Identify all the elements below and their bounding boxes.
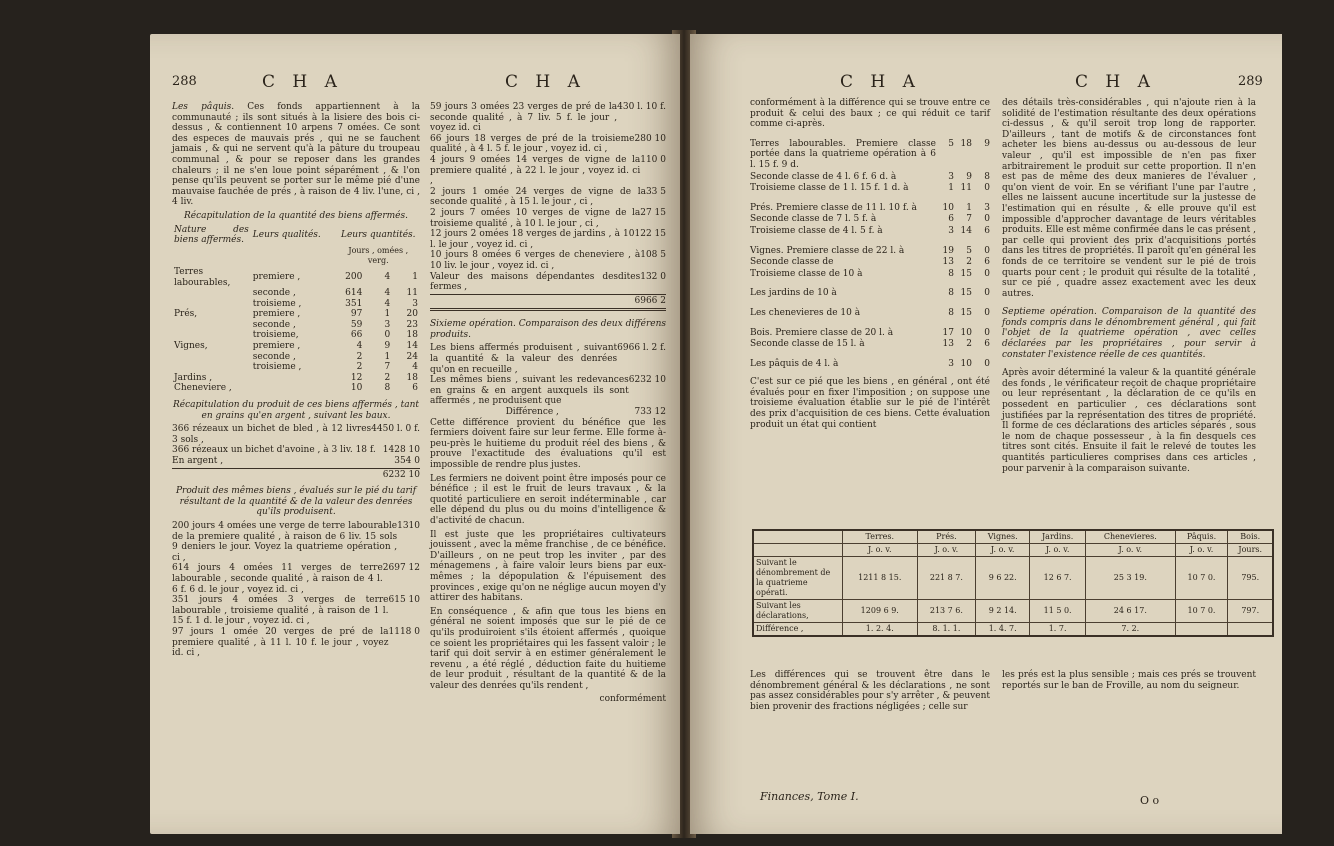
recap-row [172,362,420,373]
recap-cell-nature [172,320,251,331]
estimate-row-9: 2 jours 7 omées 10 verges de vigne de la troisieme qualité , à 10 l. le jour , ci , 27 15 [430,207,666,229]
recap-row [172,267,420,288]
recap-cell-nature: Jardins , [174,372,213,383]
footer-signature: Finances, Tome I. [760,790,859,803]
table-cell: 10 7 0. [1175,557,1228,600]
table-cell: 25 3 19. [1086,557,1175,600]
tarif-value: 9 [984,138,990,149]
recap-cell-o: 7 [384,362,391,373]
recap-cell-j: 66 [350,330,363,341]
op6-row-2: Les mêmes biens , suivant les redevances en grains & en argent auxquels ils sont affermés , ne produisent que 6232 10 [430,375,666,407]
recap-cell-o: 1 [384,351,391,362]
recap-row [172,299,420,310]
tarif-row: Seconde classe de 4 l. 6 f. 6 d. à 3 9 8 [750,171,990,182]
recap-cell-v: 23 [406,319,418,330]
tarif-value: 13 [942,257,954,268]
tarif-row: Les pâquis de 4 l. à 3 10 0 [750,358,990,369]
running-head-right-2: C H A [1075,72,1156,92]
tarif-value: 2 [966,257,972,268]
produit-title: Produit des mêmes biens , évalués sur le pié du tarif résultant de la quantité & de la valeur des denrées qu'ils produisent. [175,486,417,518]
running-head-left-2: C H A [505,72,586,92]
recap-cell-o: 3 [384,319,391,330]
tarif-value: 3 [948,225,954,236]
tarif-row: Terres labourables. Premiere classe portée dans la quatrieme opération à 6 l. 15 f. 9 d. 5 18 9 [750,138,990,170]
estimate-row-7: 4 jours 9 omées 14 verges de vigne de la premiere qualité , à 22 l. le jour , voyez id. ci , 110 0 [430,154,666,187]
table-cell [1175,623,1228,637]
table-unit: Jours. [1228,544,1273,557]
right-page [690,34,1282,834]
recap-cell-v: 18 [406,330,418,341]
recap-cell-qual: seconde , [252,319,296,330]
grain-row-3: En argent , 354 0 [172,456,420,466]
recap-row [172,341,420,352]
recap-cell-j: 59 [350,319,363,330]
recap-cell-nature: Prés, [174,309,198,320]
tarif-value: 10 [960,327,972,338]
table-header: Terres. [843,530,918,544]
recap-cell-o: 4 [384,272,391,283]
recap-cell-o: 9 [384,341,391,352]
recap-cell-o: 4 [384,288,391,299]
grain-row-1: 366 rézeaux un bichet de bled , à 12 livres 3 sols , 4450 l. 0 f. [172,424,420,445]
right-column-2 [1002,98,1256,477]
footer-sheet-mark: O o [1140,794,1160,807]
recap2-title: Récapitulation du produit de ces biens affermés , tant en grains qu'en argent , suivant les baux. [172,400,420,421]
recap-cell-j: 2 [356,362,363,373]
recap-cell-j: 4 [356,341,363,352]
op6-row-1: Les biens affermés produisent , suivant la quantité & la valeur des denrées qu'on en recueille , 6966 l. 2 f. [430,343,666,375]
tarif-list [750,139,990,370]
table-cell: 1. 2. 4. [843,623,918,637]
tarif-value: 0 [984,307,990,318]
tarif-value: 8 [948,268,954,279]
tarif-value: 13 [942,339,954,350]
running-head-left-1: C H A [262,72,343,92]
recap-cell-j: 200 [345,272,363,283]
right-paragraph-1: des détails très-considérables , qui n'ajoute rien à la solidité de l'estimation résultante des deux opérations ci-dessus , & qu'il seroit trop long de rapporter. D'ailleurs , tant de motifs & de circonstances font acheter les biens au-dessus ou au-dessous de leur valeur , qu'il est impossible de n'en pas fixer arbitrairement le produit sur cette proportion. Il n'en est pas de même des deux manieres de l'évaluer , qu'on vient de voir. En se vérifiant l'une par l'autre , elles ne laissent aucune incertitude sur la justesse de l'estimation qui en résulte , & elle prouve qu'il est impossible d'approcher davantage de leurs véritables produits. Elle est même confirmée dans le cas présent , par celle qui provient des prix d'acquisitions portés dans les titres de propriétés. Il paroît qu'en général les fonds de ce territoire se vendent sur le pié de trois quarts pour cent ; le produit qui résulte de la totalité , sur ce pié , quadre assez exactement avec les deux autres. [1002,98,1256,299]
table-row [753,623,1273,637]
tarif-row: Les jardins de 10 à 8 15 0 [750,288,990,299]
paquis-paragraph [172,102,420,208]
tarif-value: 11 [960,183,972,194]
recap-cell-qual: seconde , [252,288,296,299]
table-header: Jardins. [1030,530,1086,544]
recap-cell-j: 12 [350,372,363,383]
tarif-value: 6 [984,257,990,268]
tarif-value: 8 [948,307,954,318]
table-header: Prés. [917,530,976,544]
tarif-value: 8 [948,288,954,299]
recap-cell-qual: troisieme , [252,362,302,373]
table-unit: J. o. v. [843,544,918,557]
tarif-value: 7 [966,214,972,225]
table-row-label: Différence , [753,623,843,637]
tarif-value: 5 [966,245,972,256]
recap-cell-nature [172,288,251,299]
th-units: Jours , omées , verg. [348,245,409,266]
recap-cell-qual: troisieme , [252,298,302,309]
table-cell: 9 2 14. [976,600,1030,623]
table-cell [1228,623,1273,637]
tarif-value: 6 [984,225,990,236]
recap-cell-qual: seconde , [252,351,296,362]
recap-cell-v: 6 [412,383,418,394]
recap-cell-o: 1 [384,309,391,320]
table-cell: 1. 7. [1030,623,1086,637]
tarif-row: Prés. Premiere classe de 11 l. 10 f. à 10 1 3 [750,202,990,213]
estimate-row-6: 66 jours 18 verges de pré de la troisieme qualité , à 4 l. 5 f. le jour , voyez id. ci , 280 10 [430,133,666,155]
tarif-value: 8 [984,171,990,182]
tarif-value: 18 [960,138,972,149]
left-column-1 [172,102,420,659]
estimate-row-1: 200 jours 4 omées une verge de terre labourable de la premiere qualité , à raison de 6 liv. 15 sols 9 deniers le jour. Voyez la quatrieme opération , ci , 1310 [172,520,420,563]
tarif-value: 0 [984,245,990,256]
running-head-right-1: C H A [840,72,921,92]
grain-total: 6232 10 [382,469,420,480]
tarif-value: 10 [960,358,972,369]
recap-cell-v: 14 [406,341,418,352]
estimate-row-12: Valeur des maisons dépendantes desdites fermes , 132 0 [430,271,666,293]
table-header: Vignes. [976,530,1030,544]
tarif-row: Troisieme classe de 4 l. 5 f. à 3 14 6 [750,225,990,236]
tarif-value: 0 [984,288,990,299]
tarif-value: 3 [948,171,954,182]
table-header: Pâquis. [1175,530,1228,544]
recap-cell-v: 1 [412,272,418,283]
recap-row [172,320,420,331]
tarif-value: 5 [948,138,954,149]
recap-title: Récapitulation de la quantité des biens affermés. [184,210,408,221]
recap-cell-nature: Vignes, [174,341,208,352]
tarif-value: 0 [984,183,990,194]
recap-cell-o: 2 [384,372,391,383]
bottom-left-text: Les différences qui se trouvent être dans le dénombrement général & les déclarations , ne sont pas assez considérables pour s'y arrêter , & peuvent bien provenir des fractions négligées ; celle sur [750,670,990,712]
table-row-label: Suivant les déclarations, [753,600,843,623]
op7-title: Septieme opération. Comparaison de la quantité des fonds compris dans le dénombrement général , qui fait l'objet de la quatrieme opération , avec celles déclarées par les propriétaires , pour servir à constater l'existence réelle de ces quantités. [1002,307,1256,360]
grain-row-2: 366 rézeaux un bichet d'avoine , à 3 liv. 18 f. 1428 10 [172,445,420,456]
recap-cell-v: 24 [406,351,418,362]
table-cell: 797. [1228,600,1273,623]
page-number-left: 288 [172,74,197,89]
page-number-right: 289 [1238,74,1263,89]
tarif-value: 0 [984,327,990,338]
recap-cell-j: 10 [350,383,363,394]
table-cell: 7. 2. [1086,623,1175,637]
table-cell: 10 7 0. [1175,600,1228,623]
tarif-outro: C'est sur ce pié que les biens , en général , ont été évalués pour en fixer l'imposition ; on suppose une troisieme évaluation établie sur le pié de l'intérêt des prix d'acquisition de ces biens. Cette évaluation produit un état qui contient [750,377,990,430]
tarif-value: 19 [942,245,954,256]
table-row [753,600,1273,623]
tarif-intro: conformément à la différence qui se trouve entre ce produit & celui des baux ; ce qui réduit ce tarif comme ci-après. [750,98,990,130]
tarif-value: 15 [960,307,972,318]
tarif-row: Bois. Premiere classe de 20 l. à 17 10 0 [750,327,990,338]
recap-row [172,288,420,299]
table-cell: 24 6 17. [1086,600,1175,623]
op6-paragraph-6: En conséquence , & afin que tous les biens en général ne soient imposés que sur le pié de ce qu'ils produiroient s'ils étoient affermés , quoique ce soient les propriétaires qui les fassent valoir ; le tarif qui doit servir à en estimer généralement le revenu , a été réglé , déduction faite du huitieme de leur produit , résultant de la quantité & de la valeur des denrées qu'ils rendent , [430,606,666,691]
recap-cell-nature: Cheneviere , [174,383,232,394]
tarif-value: 3 [984,202,990,213]
th-qualities: Leurs qualités. [252,229,321,240]
table-unit: J. o. v. [1030,544,1086,557]
recap-row [172,309,420,320]
estimate-total: 6966 2 [634,295,666,306]
table-cell: 1209 6 9. [843,600,918,623]
tarif-value: 6 [984,339,990,350]
tarif-value: 1 [948,183,954,194]
recap-row [172,383,420,394]
recap-cell-o: 4 [384,298,391,309]
recap-cell-qual: premiere , [252,272,301,283]
tarif-value: 0 [984,268,990,279]
tarif-value: 15 [960,268,972,279]
tarif-row: Seconde classe de 13 2 6 [750,257,990,268]
tarif-value: 0 [984,214,990,225]
recap-row [172,330,420,341]
recap-cell-v: 3 [412,298,418,309]
table-header: Bois. [1228,530,1273,544]
table-unit: J. o. v. [1086,544,1175,557]
recap-row [172,352,420,363]
op6-paragraph-5: Il est juste que les propriétaires cultivateurs jouissent , avec la même franchise , de ce bénéfice. D'ailleurs , on ne peut trop les inviter , par des ménagemens , à faire valoir leurs biens par eux-mêmes ; la dépopulation & l'épuisement des provinces , exige qu'on ne néglige aucun moyen d'y attirer des habitans. [430,529,666,604]
recap-cell-nature: Terres labourables, [174,266,231,288]
comparison-table [752,529,1274,637]
recap-quantity-table [172,225,420,395]
recap-cell-nature [172,352,251,363]
table-cell: 11 5 0. [1030,600,1086,623]
recap-cell-qual: troisieme, [252,330,299,341]
recap-cell-o: 0 [384,330,391,341]
bottom-right-text: les prés est la plus sensible ; mais ces prés se trouvent reportés sur le ban de Froville, au nom du seigneur. [1002,670,1256,691]
recap-cell-qual: premiere , [252,341,301,352]
op6-paragraph-3: Cette différence provient du bénéfice que les fermiers doivent faire sur leur ferme. Elle forme à-peu-près le huitieme du produit réel des biens , & prouve l'exactitude des évaluations qu'il est impossible de rendre plus justes. [430,417,666,470]
table-row-label: Suivant le dénombrement de la quatrieme opérati. [753,557,843,600]
table-unit: J. o. v. [976,544,1030,557]
estimate-row-2: 614 jours 4 omées 11 verges de terre labourable , seconde qualité , à raison de 4 l. 6 f. 6 d. le jour , voyez id. ci , 2697 12 [172,563,420,595]
table-cell: 1. 4. 7. [976,623,1030,637]
estimate-row-10: 12 jours 2 omées 18 verges de jardins , à 10 l. le jour , voyez id. ci , 122 15 [430,229,666,250]
op6-difference: Différence , 733 12 [505,407,666,418]
th-nature: Nature des biens affermés. [174,224,249,246]
table-row [753,557,1273,600]
recap-cell-nature [172,330,251,341]
recap-row [172,373,420,384]
th-quantities: Leurs quantités. [341,229,416,240]
estimate-row-5: 59 jours 3 omées 23 verges de pré de la seconde qualité , à 7 liv. 5 f. le jour , voyez id. ci 430 l. 10 f. [430,102,666,134]
tarif-row: Vignes. Premiere classe de 22 l. à 19 5 0 [750,245,990,256]
table-cell: 9 6 22. [976,557,1030,600]
right-paragraph-2: Après avoir déterminé la valeur & la quantité générale des fonds , le vérificateur reçoit de chaque propriétaire ou leur représentant , la déclaration de ce qu'ils en possedent en particulier , ces déclarations sont justifiées par la représentation des titres de propriété. Il forme de ces déclarations des articles séparés , sous le nom de chaque possesseur , à la fin desquels ces titres sont cités. Ensuite il fait le relevé de toutes les quantités particulieres comprises dans ces articles , pour parvenir à la comparaison suivante. [1002,368,1256,474]
recap-cell-j: 2 [356,351,363,362]
right-column-1 [750,98,990,433]
recap-cell-j: 614 [345,288,363,299]
estimate-row-11: 10 jours 8 omées 6 verges de cheneviere , à 10 liv. le jour , voyez id. ci , 108 5 [430,250,666,271]
left-column-2 [430,102,666,705]
recap-cell-o: 8 [384,383,391,394]
total-rule [172,468,420,469]
recap-cell-qual [251,383,337,394]
table-cell: 8. 1. 1. [917,623,976,637]
tarif-value: 9 [966,171,972,182]
op6-paragraph-4: Les fermiers ne doivent point être imposés pour ce bénéfice ; il est le fruit de leurs travaux , & la quotité particuliere en seroit indéterminable , car elle dépend du plus ou du moins d'intelligence & d'activité de chacun. [430,473,666,526]
tarif-value: 3 [948,358,954,369]
estimate-row-8: 2 jours 1 omée 24 verges de vigne de la seconde qualité , à 15 l. le jour , ci , 33 5 [430,186,666,208]
tarif-row: Seconde classe de 15 l. à 13 2 6 [750,339,990,350]
recap-cell-v: 11 [406,288,418,299]
table-cell: 12 6 7. [1030,557,1086,600]
catchword-left: conformément [599,694,666,705]
estimate-row-3: 351 jours 4 omées 3 verges de terre labourable , troisieme qualité , à raison de 1 l. 15 f. 1 d. le jour , voyez id. ci , 615 10 [172,595,420,627]
recap-cell-v: 18 [406,372,418,383]
paquis-amount: 4 liv. [172,197,194,208]
tarif-value: 14 [960,225,972,236]
tarif-value: 0 [984,358,990,369]
tarif-value: 1 [966,202,972,213]
recap-cell-qual: premiere , [252,309,301,320]
recap-cell-v: 4 [412,362,418,373]
recap-cell-j: 351 [345,298,363,309]
paquis-text: Ces fonds appartiennent à la communauté ; ils sont situés à la lisiere des bois ci-dessus , & contiennent 10 arpens 7 omées. Ce sont des especes de mauvais prés , qui ne se fauchent jamais , & qui ne servent qu'à la pâture du troupeau communal , & pour se reposer dans les grandes chaleurs ; il ne s'en loue point séparément , & l'on pense qu'ils peuvent se porter sur le même pié d'une mauvaise fauchée de prés , à raison de 4 liv. l'une, ci , [172,102,420,197]
tarif-value: 6 [948,214,954,225]
table-unit: J. o. v. [917,544,976,557]
table-cell: 221 8 7. [917,557,976,600]
tarif-value: 2 [966,339,972,350]
recap-cell-nature [172,362,251,373]
tarif-value: 10 [942,202,954,213]
recap-cell-nature [172,299,251,310]
op6-title: Sixieme opération. Comparaison des deux différens produits. [430,319,666,340]
recap-cell-j: 97 [350,309,363,320]
paquis-lead: Les pâquis. [172,102,235,112]
recap-cell-qual [251,373,337,384]
tarif-row: Troisieme classe de 10 à 8 15 0 [750,268,990,279]
table-unit: J. o. v. [1175,544,1228,557]
estimate-row-4: 97 jours 1 omée 20 verges de pré de la premiere qualité , à 11 l. 10 f. le jour , voyez id. ci , 1118 0 [172,626,420,659]
recap-cell-v: 20 [406,309,418,320]
table-header: Chenevieres. [1086,530,1175,544]
tarif-row: Les chenevieres de 10 à 8 15 0 [750,307,990,318]
tarif-row: Seconde classe de 7 l. 5 f. à 6 7 0 [750,214,990,225]
table-cell: 213 7 6. [917,600,976,623]
left-page [150,34,680,834]
table-cell: 795. [1228,557,1273,600]
tarif-row: Troisieme classe de 1 l. 15 f. 1 d. à 1 11 0 [750,183,990,194]
table-cell: 1211 8 15. [843,557,918,600]
tarif-value: 17 [942,327,954,338]
tarif-value: 15 [960,288,972,299]
